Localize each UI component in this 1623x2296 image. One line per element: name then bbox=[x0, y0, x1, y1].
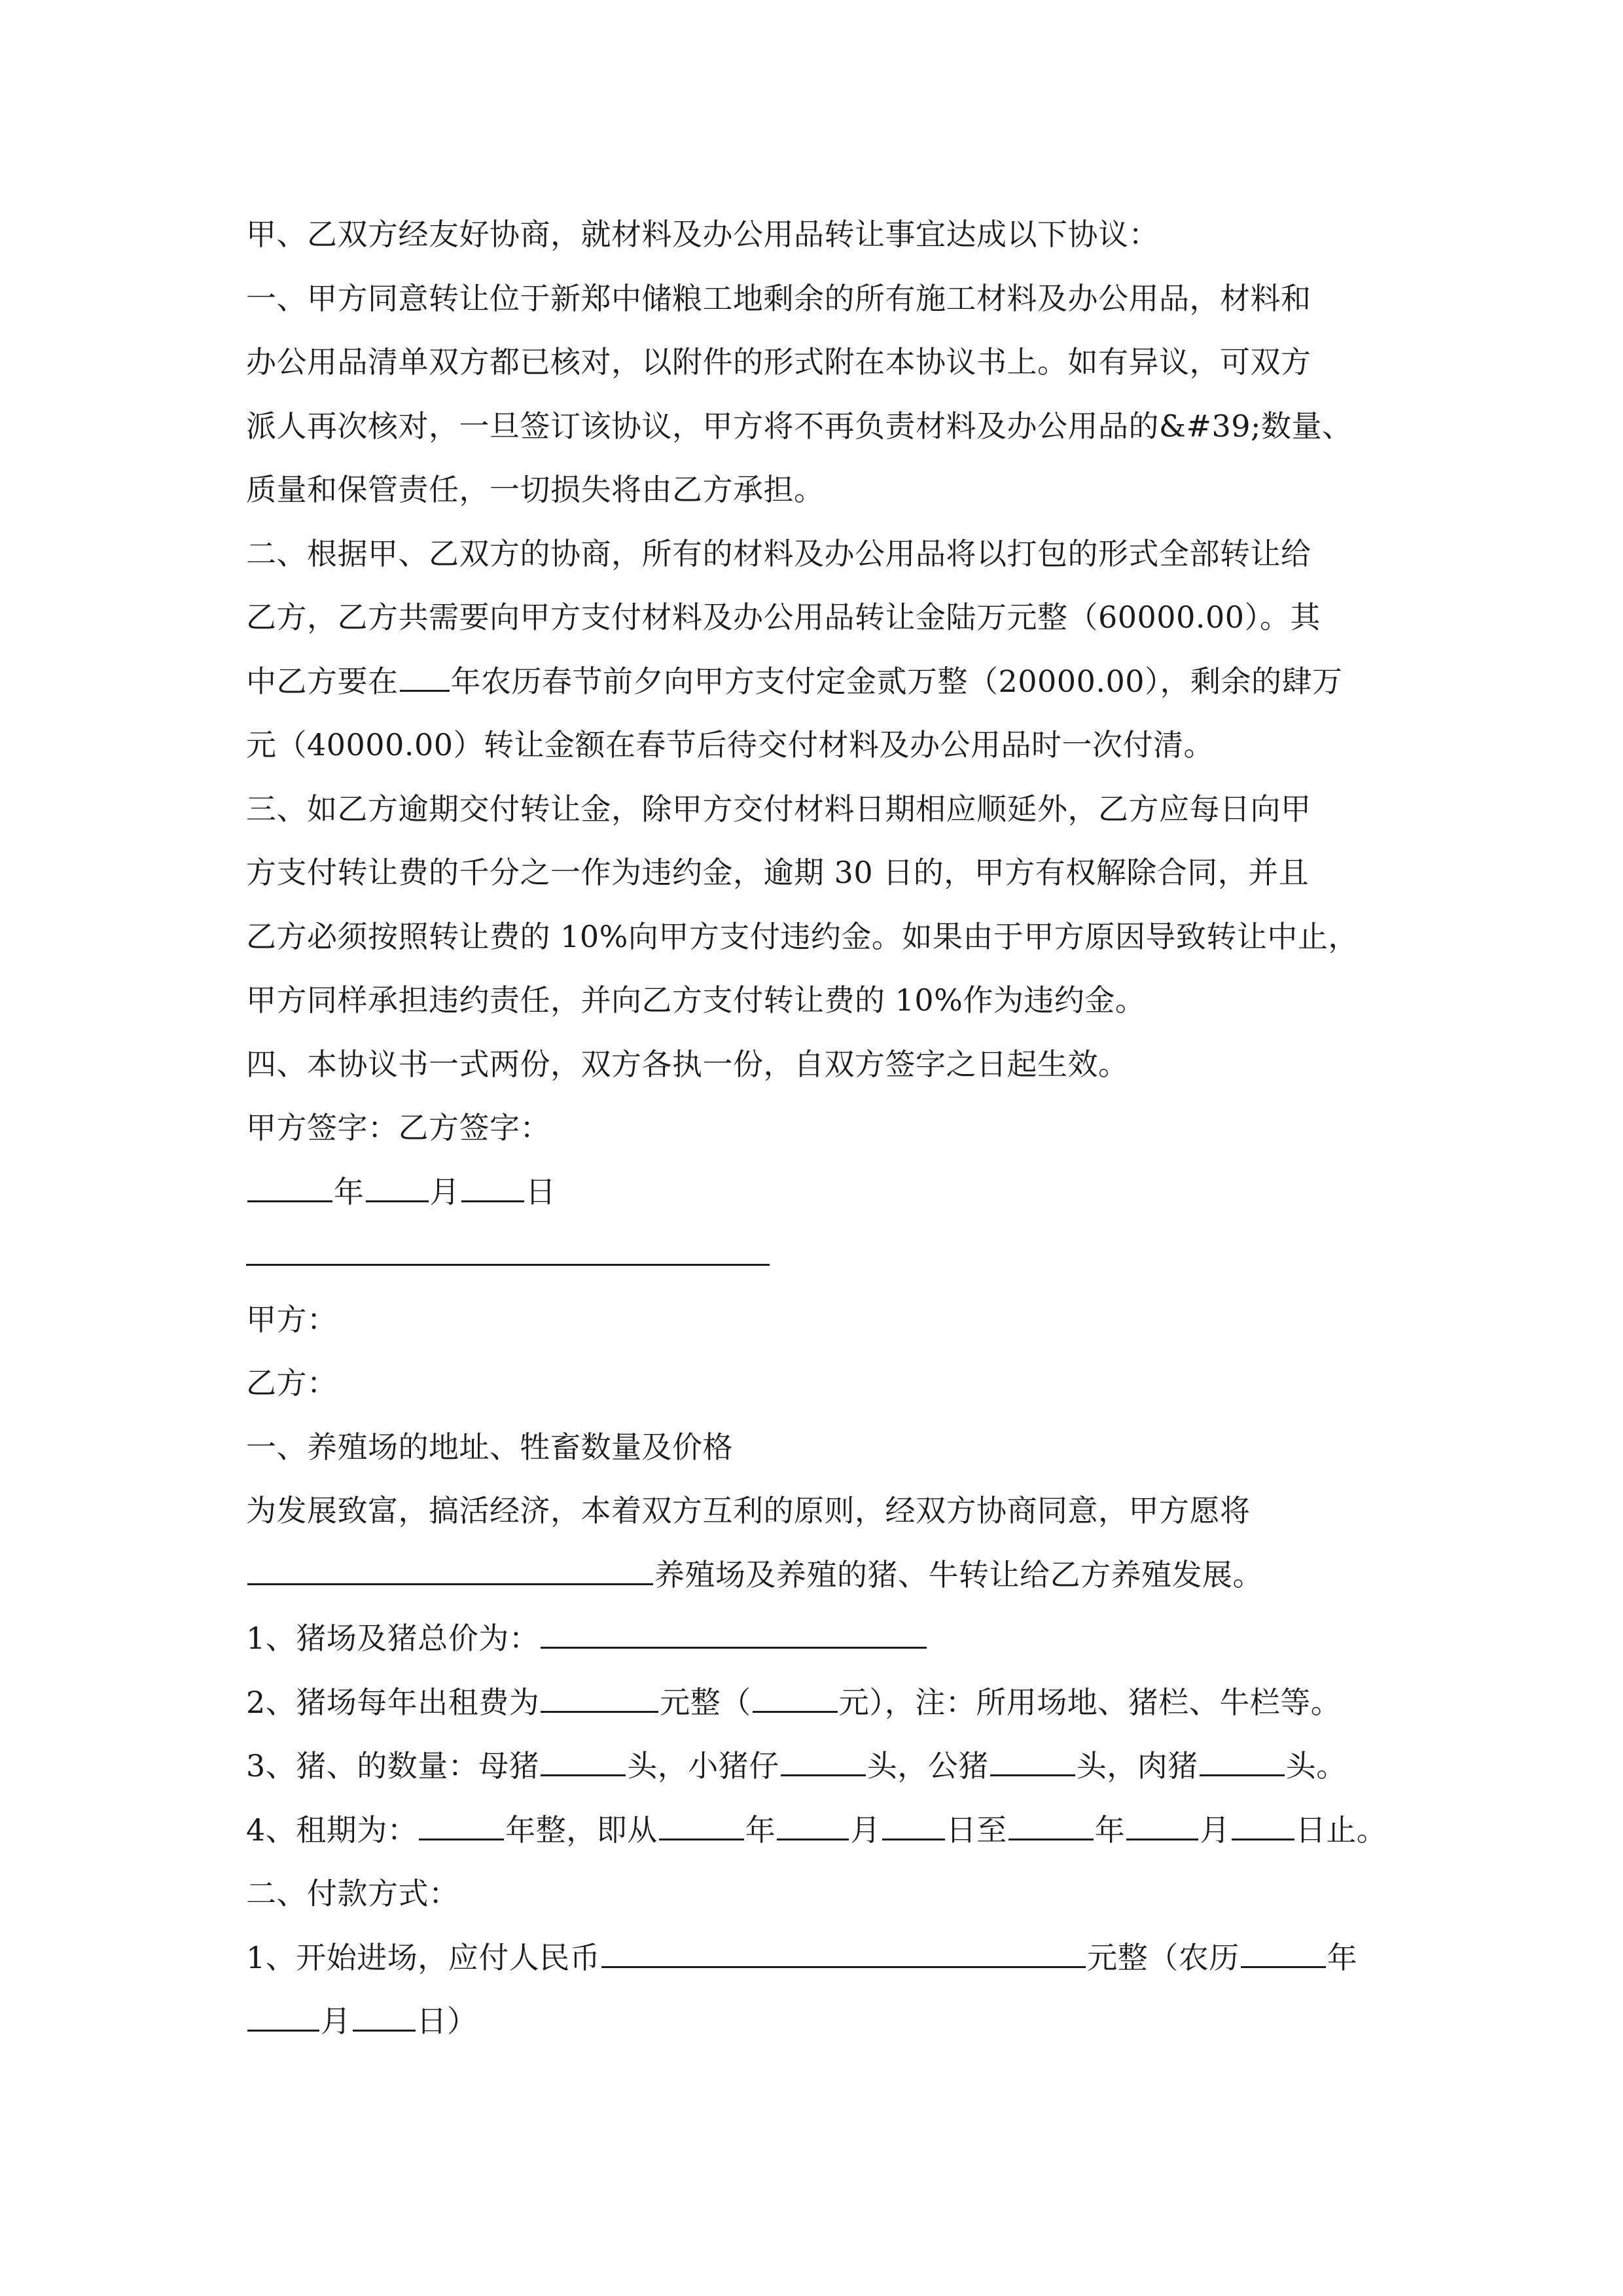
end-day-blank[interactable] bbox=[1232, 1810, 1294, 1840]
party-a-line: 甲方： bbox=[246, 1301, 338, 1337]
hog-count-blank[interactable] bbox=[1200, 1746, 1285, 1776]
clause-1-line-1: 一、甲方同意转让位于新郑中储粮工地剩余的所有施工材料及办公用品，材料和 bbox=[246, 280, 1311, 316]
sow-count-blank[interactable] bbox=[541, 1746, 626, 1776]
clause-2-line-4: 元（40000.00）转让金额在春节后待交付材料及办公用品时一次付清。 bbox=[246, 727, 1214, 762]
separator-rule bbox=[246, 1234, 770, 1266]
lease-years-blank[interactable] bbox=[419, 1810, 504, 1840]
payment-amount-blank[interactable] bbox=[601, 1937, 1086, 1968]
date-day-blank[interactable] bbox=[461, 1172, 524, 1202]
item-3: 3、猪、的数量：母猪 头，小猪仔 头，公猪 头，肉猪 头。 bbox=[246, 1734, 1398, 1799]
party-b-line: 乙方： bbox=[246, 1365, 338, 1401]
section-1-line-1: 为发展致富，搞活经济，本着双方互利的原则，经双方协商同意，甲方愿将 bbox=[246, 1493, 1251, 1528]
clause-1-line-2: 办公用品清单双方都已核对，以附件的形式附在本协议书上。如有异议，可双方 bbox=[246, 344, 1311, 380]
payment-day-blank[interactable] bbox=[353, 2001, 416, 2032]
payment-year-blank[interactable] bbox=[1241, 1937, 1326, 1968]
start-month-blank[interactable] bbox=[777, 1810, 849, 1840]
start-year-blank[interactable] bbox=[659, 1810, 744, 1840]
clause-3-line-2: 方支付转让费的千分之一作为违约金，逾期 30 日的，甲方有权解除合同，并且 bbox=[246, 855, 1310, 890]
start-day-blank[interactable] bbox=[882, 1810, 945, 1840]
separator-line bbox=[246, 1224, 1398, 1288]
total-price-blank[interactable] bbox=[541, 1618, 927, 1649]
item-2: 2、猪场每年出租费为 元整（ 元），注：所用场地、猪栏、牛栏等。 bbox=[246, 1671, 1398, 1735]
section-1-title: 一、养殖场的地址、牲畜数量及价格 bbox=[246, 1429, 733, 1465]
date-year-blank[interactable] bbox=[247, 1172, 332, 1202]
clause-3-line-3: 乙方必须按照转让费的 10%向甲方支付违约金。如果由于甲方原因导致转让中止， bbox=[246, 918, 1359, 954]
rent-amount-blank[interactable] bbox=[541, 1682, 658, 1713]
item-1: 1、猪场及猪总价为： bbox=[246, 1607, 1398, 1671]
clause-2-line-3: 中乙方要在 年农历春节前夕向甲方支付定金贰万整（20000.00），剩余的肆万 bbox=[246, 650, 1398, 714]
clause-1-line-4: 质量和保管责任，一切损失将由乙方承担。 bbox=[246, 472, 825, 507]
payment-1-line-2: 月 日） bbox=[246, 1990, 1398, 2054]
rent-figure-blank[interactable] bbox=[753, 1682, 838, 1713]
end-month-blank[interactable] bbox=[1126, 1810, 1198, 1840]
clause-2-line-1: 二、根据甲、乙双方的协商，所有的材料及办公用品将以打包的形式全部转让给 bbox=[246, 535, 1311, 571]
piglet-count-blank[interactable] bbox=[781, 1746, 866, 1776]
farm-name-blank[interactable] bbox=[247, 1554, 653, 1585]
date-month-blank[interactable] bbox=[366, 1172, 429, 1202]
clause-3-line-1: 三、如乙方逾期交付转让金，除甲方交付材料日期相应顺延外，乙方应每日向甲 bbox=[246, 791, 1311, 827]
end-year-blank[interactable] bbox=[1008, 1810, 1094, 1840]
clause-1-line-3: 派人再次核对，一旦签订该协议，甲方将不再负责材料及办公用品的&#39;数量、 bbox=[246, 408, 1353, 444]
section-1-line-2: 养殖场及养殖的猪、牛转让给乙方养殖发展。 bbox=[246, 1543, 1398, 1607]
payment-month-blank[interactable] bbox=[247, 2001, 319, 2032]
item-4: 4、租期为： 年整，即从 年 月 日至 年 月 日止。 bbox=[246, 1799, 1398, 1863]
intro-paragraph: 甲、乙双方经友好协商，就材料及办公用品转让事宜达成以下协议： bbox=[246, 217, 1159, 252]
clause-2-line-2: 乙方，乙方共需要向甲方支付材料及办公用品转让金陆万元整（60000.00）。其 bbox=[246, 600, 1321, 635]
section-2-title: 二、付款方式： bbox=[246, 1876, 459, 1911]
year-blank[interactable] bbox=[400, 661, 450, 692]
signature-line: 甲方签字：乙方签字： bbox=[246, 1110, 550, 1145]
document-body bbox=[246, 203, 1398, 2054]
clause-4: 四、本协议书一式两份，双方各执一份，自双方签字之日起生效。 bbox=[246, 1046, 1129, 1082]
payment-1-line-1: 1、开始进场，应付人民币 元整（农历 年 bbox=[246, 1926, 1398, 1990]
boar-count-blank[interactable] bbox=[990, 1746, 1075, 1776]
date-line: 年 月 日 bbox=[246, 1160, 1398, 1225]
clause-3-line-4: 甲方同样承担违约责任，并向乙方支付转让费的 10%作为违约金。 bbox=[246, 982, 1146, 1018]
